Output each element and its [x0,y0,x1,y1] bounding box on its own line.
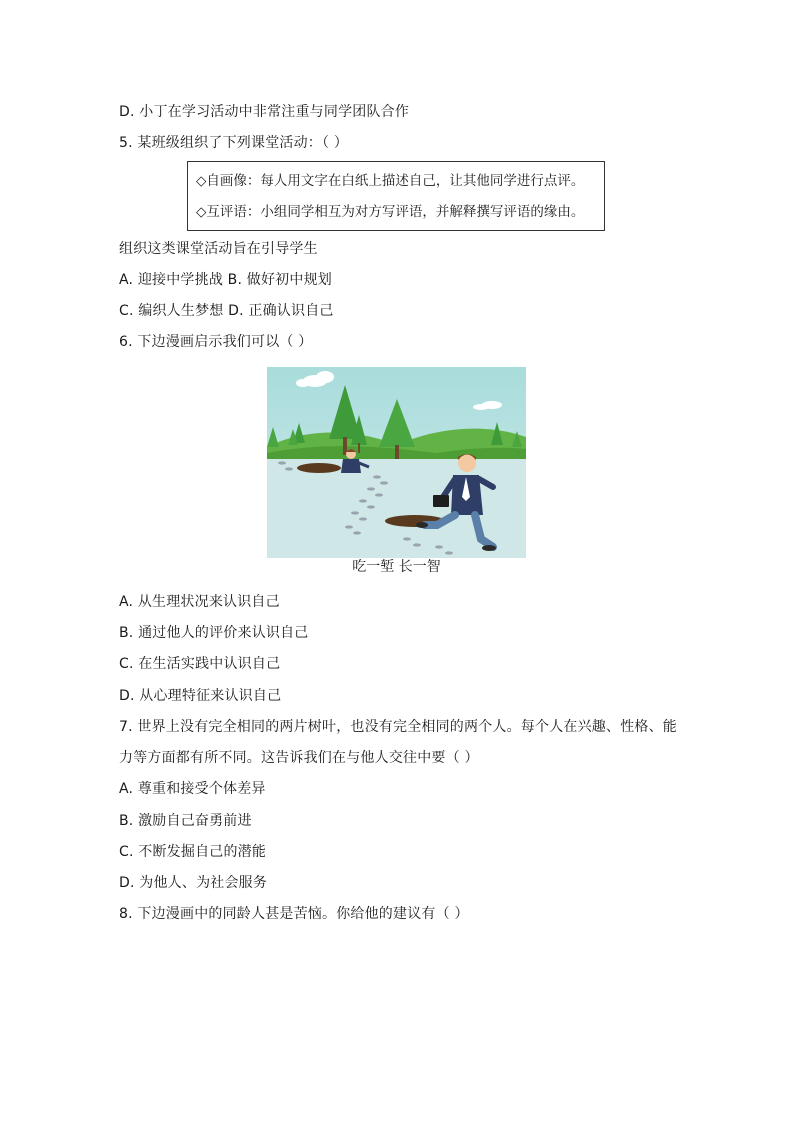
q6-option-c: C. 在生活实践中认识自己 [119,656,281,672]
q7-option-a: A. 尊重和接受个体差异 [119,781,266,797]
q5-lead: 组织这类课堂活动旨在引导学生 [119,241,318,257]
q5-box-line-1: ◇自画像：每人用文字在白纸上描述自己，让其他同学进行点评。 [196,173,585,189]
q7-option-c: C. 不断发掘自己的潜能 [119,844,267,860]
comic-illustration [267,367,526,558]
q5-box-line-2: ◇互评语：小组同学相互为对方写评语，并解释撰写评语的缘由。 [196,204,585,220]
q6-stem: 6. 下边漫画启示我们可以（ ） [119,334,313,350]
q5-stem: 5. 某班级组织了下列课堂活动：（ ） [119,135,349,151]
q5-options-cd: C. 编织人生梦想 D. 正确认识自己 [119,303,334,319]
q7-option-b: B. 激励自己奋勇前进 [119,813,252,829]
q6-option-d: D. 从心理特征来认识自己 [119,688,282,704]
comic-caption: 吃一堑 长一智 [352,559,441,575]
q7-option-d: D. 为他人、为社会服务 [119,875,268,891]
q7-stem-line-2: 力等方面都有所不同。这告诉我们在与他人交往中要（ ） [119,750,479,766]
hole-far [297,463,341,473]
q6-option-a: A. 从生理状况来认识自己 [119,594,280,610]
briefcase-icon [433,495,449,507]
q8-stem: 8. 下边漫画中的同龄人甚是苦恼。你给他的建议有（ ） [119,906,469,922]
q5-activity-box [187,161,605,231]
q4-option-d: D. 小丁在学习活动中非常注重与同学团队合作 [119,104,410,120]
q7-stem-line-1: 7. 世界上没有完全相同的两片树叶，也没有完全相同的两个人。每个人在兴趣、性格、能 [119,719,678,735]
q6-option-b: B. 通过他人的评价来认识自己 [119,625,309,641]
q5-options-ab: A. 迎接中学挑战 B. 做好初中规划 [119,272,332,288]
